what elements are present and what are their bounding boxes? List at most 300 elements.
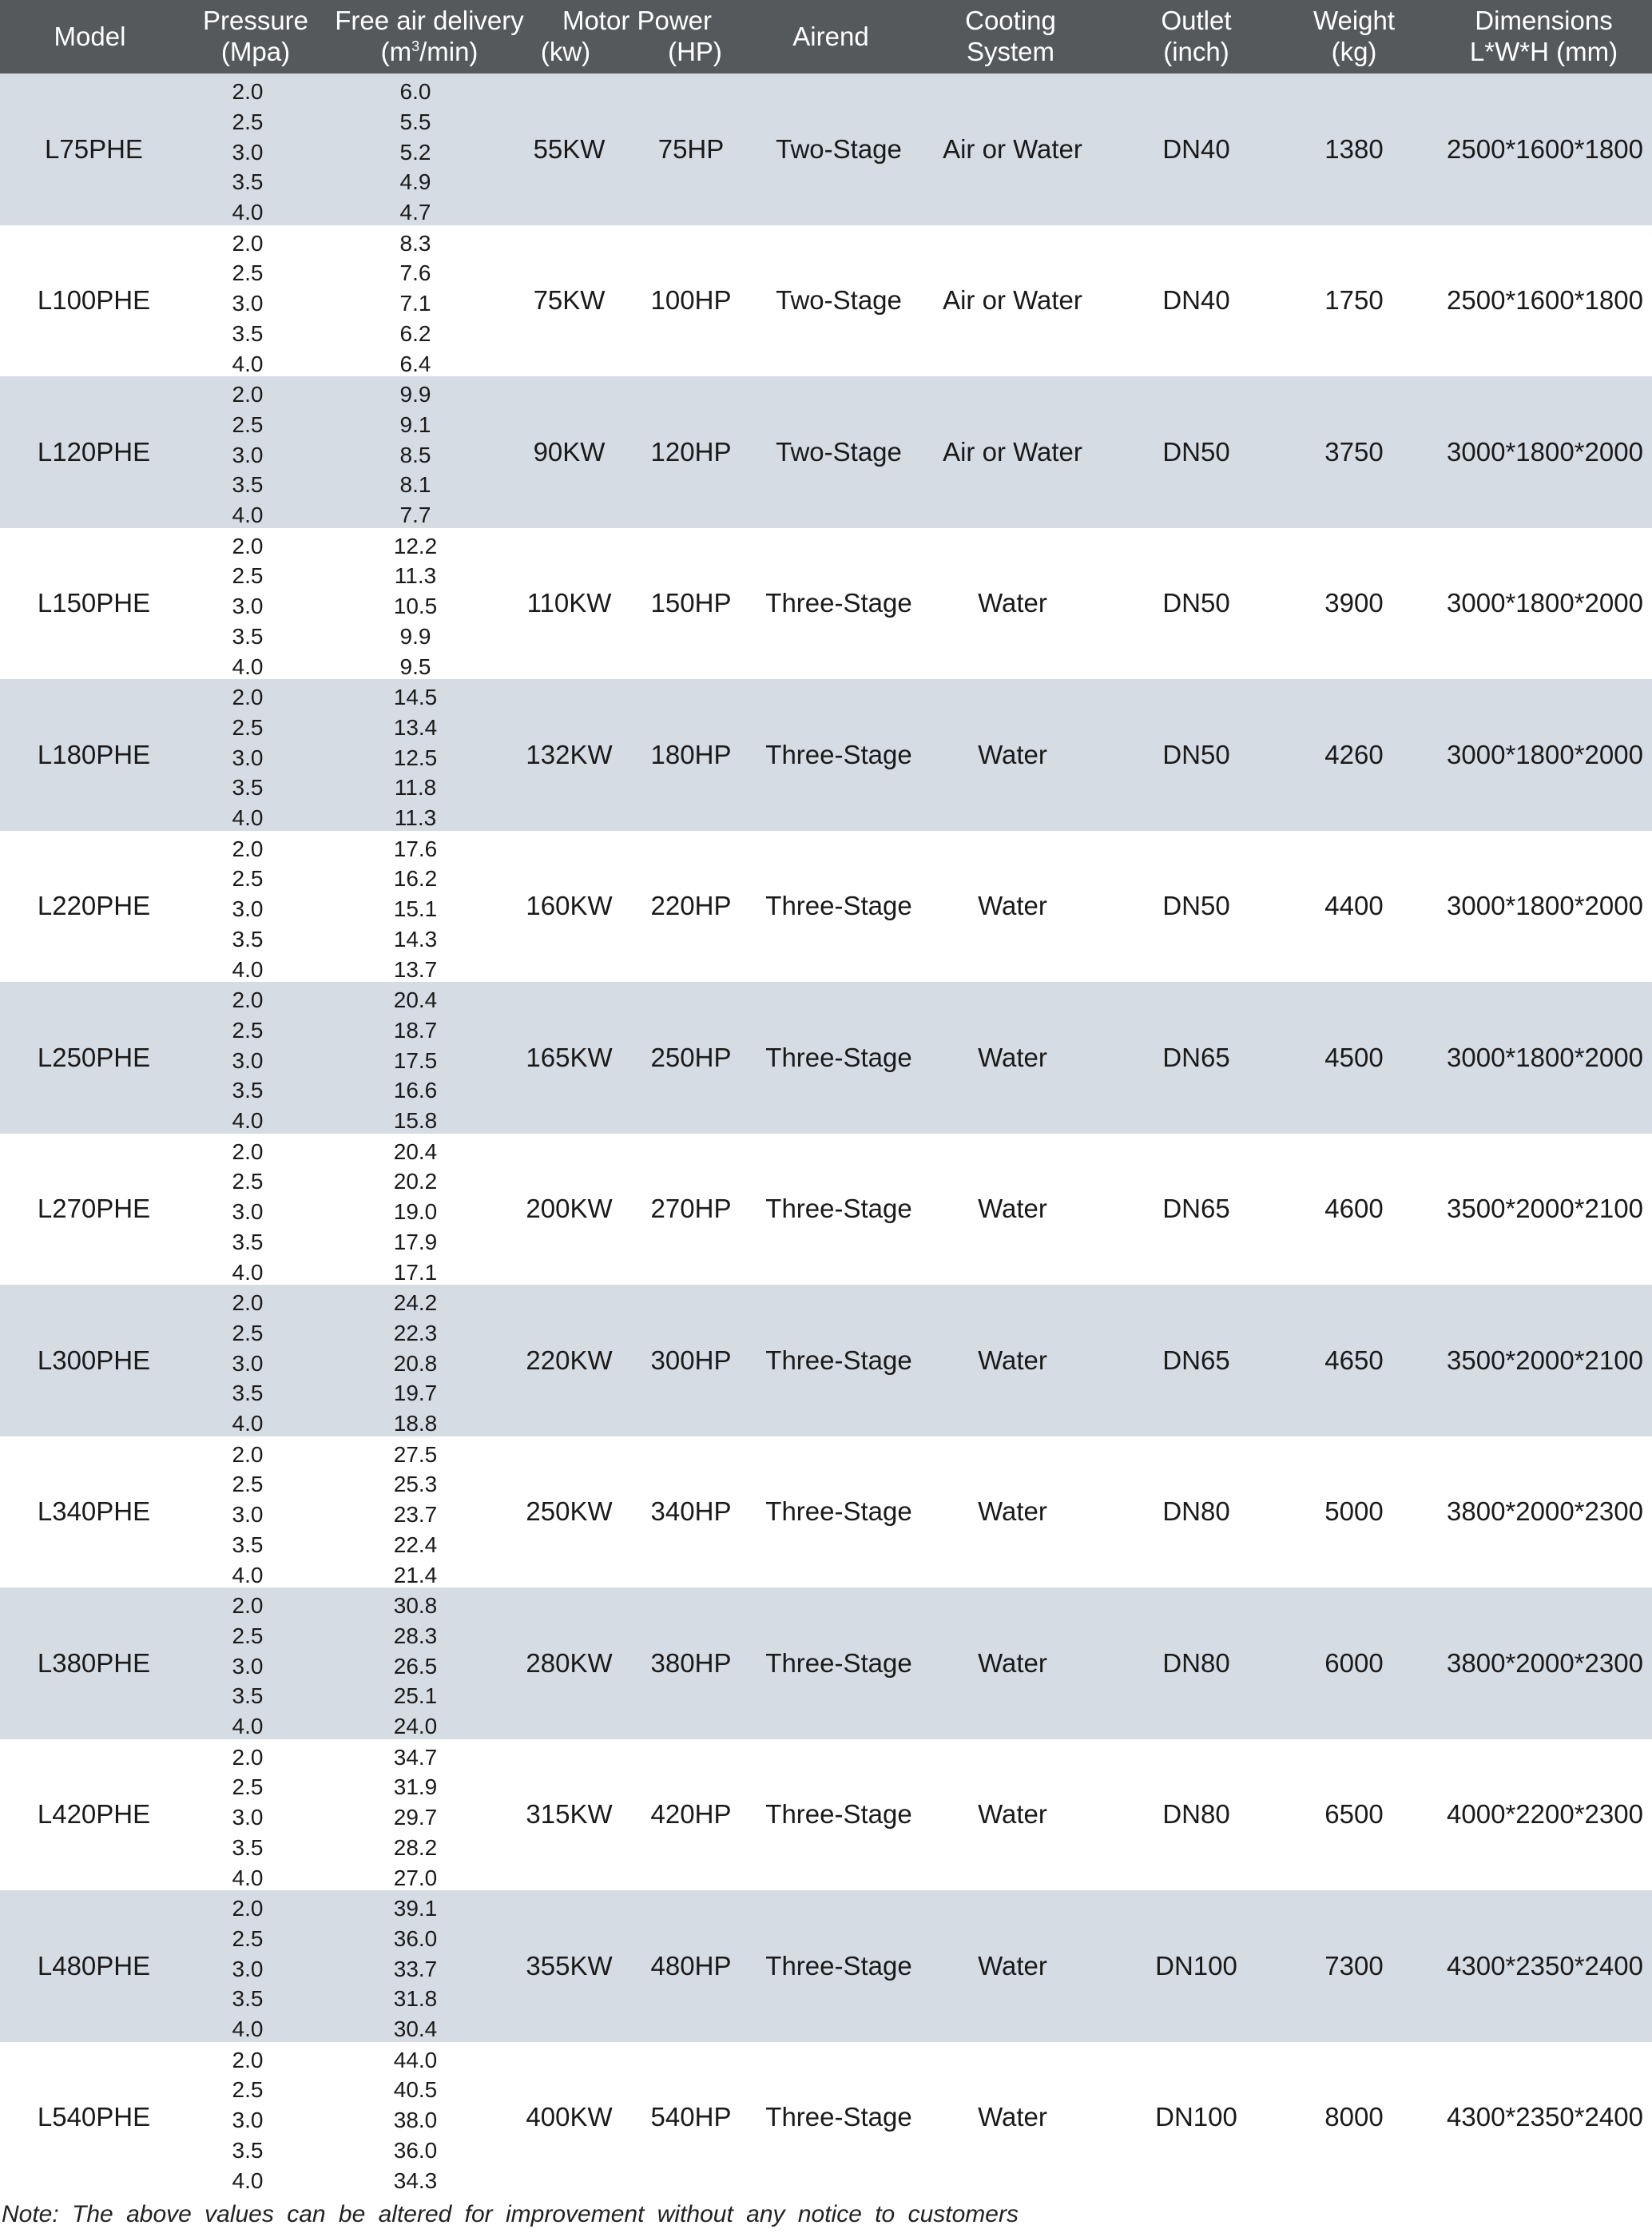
cell-fad: 30.4 xyxy=(393,2016,438,2042)
cell-dimensions: 3000*1800*2000 xyxy=(1447,588,1643,618)
header-fad-unit-sup: 3 xyxy=(411,38,420,54)
cell-fad: 9.9 xyxy=(399,623,431,649)
cell-cooling: Water xyxy=(978,891,1047,921)
cell-dimensions: 3000*1800*2000 xyxy=(1447,436,1643,467)
cell-fad: 18.8 xyxy=(393,1411,438,1436)
cell-fad: 30.8 xyxy=(393,1593,438,1618)
cell-dimensions: 4300*2350*2400 xyxy=(1447,2102,1643,2132)
cell-model: L180PHE xyxy=(37,739,151,769)
header-pressure-unit: (Mpa) xyxy=(220,37,291,66)
header-model xyxy=(0,21,180,52)
cell-fad: 7.1 xyxy=(399,291,431,316)
cell-fad: 21.4 xyxy=(393,1562,438,1587)
cell-pressure: 2.0 xyxy=(232,230,264,256)
cell-pressure: 4.0 xyxy=(232,1108,264,1134)
cell-fad: 23.7 xyxy=(393,1502,438,1528)
cell-pressure: 3.0 xyxy=(232,1047,264,1073)
cell-pressure: 2.5 xyxy=(232,1169,264,1194)
cell-pressure-list xyxy=(217,228,278,379)
cell-airend: Three-Stage xyxy=(765,1042,912,1072)
cell-pressure: 4.0 xyxy=(232,1714,264,1739)
cell-dimensions: 2500*1600*1800 xyxy=(1447,133,1643,164)
cell-fad: 6.2 xyxy=(399,320,431,346)
cell-pressure: 2.0 xyxy=(232,1593,264,1618)
cell-fad: 6.4 xyxy=(399,351,431,376)
header-pressure xyxy=(200,5,312,67)
cell-fad: 20.4 xyxy=(393,1138,438,1164)
table-header xyxy=(0,0,1652,74)
cell-pressure: 2.5 xyxy=(232,1925,264,1951)
cell-motor-hp: 150HP xyxy=(650,588,732,618)
cell-motor-kw: 220KW xyxy=(526,1345,613,1375)
cell-pressure: 3.5 xyxy=(232,1683,264,1709)
cell-motor-hp: 540HP xyxy=(650,2102,732,2132)
header-cooling-unit: System xyxy=(966,37,1055,66)
cell-airend: Three-Stage xyxy=(765,1799,912,1830)
header-motor-hp xyxy=(663,36,727,67)
cell-pressure: 4.0 xyxy=(232,805,264,831)
cell-dimensions: 4000*2200*2300 xyxy=(1447,1799,1643,1830)
cell-outlet: DN80 xyxy=(1162,1496,1230,1527)
cell-airend: Two-Stage xyxy=(776,133,902,164)
cell-fad: 25.1 xyxy=(393,1683,438,1709)
cell-fad: 8.3 xyxy=(399,230,431,256)
cell-motor-hp: 270HP xyxy=(650,1194,732,1224)
cell-airend: Three-Stage xyxy=(765,2102,912,2132)
cell-fad-list xyxy=(375,531,455,682)
cell-airend: Three-Stage xyxy=(765,1194,912,1224)
cell-pressure: 2.5 xyxy=(232,563,264,589)
cell-fad: 22.3 xyxy=(393,1320,438,1345)
cell-model: L380PHE xyxy=(37,1647,151,1678)
cell-fad: 14.3 xyxy=(393,926,438,952)
header-fad-unit-pre: (m xyxy=(380,37,412,66)
cell-fad: 38.0 xyxy=(393,2108,438,2133)
cell-fad: 5.5 xyxy=(399,109,431,134)
cell-dimensions: 3000*1800*2000 xyxy=(1447,739,1643,769)
table-row xyxy=(0,1739,1652,1891)
cell-motor-kw: 315KW xyxy=(526,1799,613,1830)
cell-weight: 4260 xyxy=(1324,739,1384,769)
header-model-label: Model xyxy=(54,22,126,51)
cell-pressure: 2.5 xyxy=(232,411,264,437)
cell-fad: 17.5 xyxy=(393,1047,438,1073)
cell-cooling: Water xyxy=(978,1345,1047,1375)
header-motor-label: Motor Power xyxy=(562,6,713,35)
header-outlet-label: Outlet xyxy=(1161,6,1232,35)
cell-motor-kw: 280KW xyxy=(526,1647,613,1678)
cell-airend: Three-Stage xyxy=(765,891,912,921)
cell-pressure: 2.0 xyxy=(232,836,264,861)
header-fad-unit xyxy=(324,36,535,67)
cell-motor-kw: 250KW xyxy=(526,1496,613,1527)
table-row xyxy=(0,528,1652,680)
cell-airend: Three-Stage xyxy=(765,739,912,769)
cell-fad: 15.8 xyxy=(393,1108,438,1134)
cell-weight: 3750 xyxy=(1324,436,1384,467)
cell-fad-list xyxy=(375,1742,455,1893)
cell-motor-hp: 75HP xyxy=(657,133,725,164)
cell-motor-kw: 75KW xyxy=(533,285,606,316)
cell-pressure: 3.5 xyxy=(232,1229,264,1254)
cell-weight: 5000 xyxy=(1324,1496,1384,1527)
cell-cooling: Water xyxy=(978,1950,1047,1981)
cell-fad: 14.5 xyxy=(393,685,438,709)
cell-airend: Three-Stage xyxy=(765,1647,912,1678)
cell-pressure: 4.0 xyxy=(232,2016,264,2042)
cell-fad: 22.4 xyxy=(393,1532,438,1557)
cell-fad: 28.3 xyxy=(393,1623,438,1648)
header-fad-unit-post: /min) xyxy=(419,37,479,66)
cell-fad: 17.1 xyxy=(393,1259,438,1285)
cell-pressure-list xyxy=(217,1137,278,1288)
cell-pressure: 4.0 xyxy=(232,1411,264,1436)
cell-cooling: Water xyxy=(978,1647,1047,1678)
cell-pressure: 2.0 xyxy=(232,1744,264,1770)
table-row xyxy=(0,1587,1652,1739)
cell-fad: 6.0 xyxy=(399,79,431,104)
cell-fad-list xyxy=(375,1137,455,1288)
footnote: Note: The above values can be altered for improvement without any notice to customers xyxy=(2,2201,1019,2227)
cell-fad: 7.6 xyxy=(399,260,431,286)
header-airend-label: Airend xyxy=(792,22,869,51)
cell-fad: 28.2 xyxy=(393,1834,438,1860)
cell-pressure: 2.0 xyxy=(232,987,264,1012)
cell-pressure: 4.0 xyxy=(232,1259,264,1285)
cell-pressure: 3.0 xyxy=(232,291,264,316)
cell-cooling: Water xyxy=(978,2102,1047,2132)
cell-outlet: DN80 xyxy=(1162,1799,1230,1830)
cell-fad: 31.9 xyxy=(393,1774,438,1800)
cell-cooling: Air or Water xyxy=(943,133,1082,164)
table-row xyxy=(0,1436,1652,1588)
cell-pressure: 3.0 xyxy=(232,1805,264,1830)
cell-pressure: 3.0 xyxy=(232,1199,264,1225)
cell-outlet: DN40 xyxy=(1162,133,1230,164)
cell-pressure: 2.0 xyxy=(232,79,264,104)
cell-pressure: 3.0 xyxy=(232,139,264,165)
cell-fad-list xyxy=(375,379,455,530)
cell-pressure: 2.0 xyxy=(232,1441,264,1467)
cell-airend: Two-Stage xyxy=(776,285,902,316)
table-row xyxy=(0,1890,1652,2042)
header-airend xyxy=(759,21,903,52)
cell-pressure: 2.5 xyxy=(232,1623,264,1648)
cell-fad: 9.5 xyxy=(399,654,431,679)
cell-dimensions: 3800*2000*2300 xyxy=(1447,1496,1643,1527)
cell-fad: 13.4 xyxy=(393,714,438,740)
cell-motor-hp: 420HP xyxy=(650,1799,732,1830)
cell-fad: 18.7 xyxy=(393,1017,438,1043)
cell-cooling: Air or Water xyxy=(943,436,1082,467)
cell-pressure-list xyxy=(217,77,278,228)
cell-pressure: 3.0 xyxy=(232,1653,264,1679)
cell-pressure: 2.5 xyxy=(232,1472,264,1497)
cell-pressure-list xyxy=(217,1288,278,1439)
cell-airend: Three-Stage xyxy=(765,1496,912,1527)
cell-pressure: 4.0 xyxy=(232,503,264,528)
cell-motor-kw: 200KW xyxy=(526,1194,613,1224)
cell-outlet: DN65 xyxy=(1162,1042,1230,1072)
cell-pressure: 3.0 xyxy=(232,745,264,770)
cell-model: L300PHE xyxy=(37,1345,151,1375)
cell-outlet: DN100 xyxy=(1155,2102,1237,2132)
cell-outlet: DN50 xyxy=(1162,436,1230,467)
cell-weight: 4500 xyxy=(1324,1042,1384,1072)
cell-fad: 12.5 xyxy=(393,745,438,770)
cell-pressure: 2.0 xyxy=(232,2047,264,2072)
cell-pressure: 2.0 xyxy=(232,382,264,407)
cell-weight: 7300 xyxy=(1324,1950,1384,1981)
cell-airend: Three-Stage xyxy=(765,1950,912,1981)
table-row xyxy=(0,2042,1652,2194)
cell-pressure: 4.0 xyxy=(232,200,264,225)
cell-fad-list xyxy=(375,1893,455,2044)
cell-cooling: Water xyxy=(978,1042,1047,1072)
cell-weight: 6000 xyxy=(1324,1647,1384,1678)
header-dimensions-label: Dimensions xyxy=(1475,6,1613,35)
cell-fad-list xyxy=(375,1288,455,1439)
cell-pressure: 2.5 xyxy=(232,260,264,286)
cell-motor-hp: 120HP xyxy=(650,436,732,467)
cell-fad: 25.3 xyxy=(393,1472,438,1497)
cell-fad: 20.4 xyxy=(393,987,438,1012)
cell-pressure: 4.0 xyxy=(232,956,264,982)
cell-model: L270PHE xyxy=(37,1194,151,1224)
cell-weight: 8000 xyxy=(1324,2102,1384,2132)
cell-pressure: 3.0 xyxy=(232,1350,264,1376)
cell-fad: 24.0 xyxy=(393,1714,438,1739)
cell-motor-kw: 110KW xyxy=(526,588,612,618)
cell-pressure-list xyxy=(217,682,278,833)
cell-model: L540PHE xyxy=(37,2102,151,2132)
header-motor-kw-unit: (kw) xyxy=(540,37,591,66)
cell-pressure-list xyxy=(217,2045,278,2196)
cell-motor-hp: 300HP xyxy=(650,1345,732,1375)
cell-fad: 20.2 xyxy=(393,1169,438,1194)
cell-fad: 4.9 xyxy=(399,169,431,195)
cell-fad: 15.1 xyxy=(393,896,438,922)
cell-fad: 36.0 xyxy=(393,1925,438,1951)
cell-fad: 44.0 xyxy=(393,2047,438,2072)
cell-pressure: 3.0 xyxy=(232,442,264,467)
cell-fad: 27.5 xyxy=(393,1441,438,1467)
cell-pressure: 2.0 xyxy=(232,1290,264,1315)
cell-weight: 1750 xyxy=(1324,285,1384,316)
cell-fad-list xyxy=(375,985,455,1136)
cell-fad: 24.2 xyxy=(393,1290,438,1315)
cell-pressure: 4.0 xyxy=(232,1865,264,1890)
cell-outlet: DN80 xyxy=(1162,1647,1230,1678)
cell-pressure: 2.5 xyxy=(232,2077,264,2103)
cell-motor-hp: 220HP xyxy=(650,891,732,921)
cell-pressure: 2.5 xyxy=(232,1774,264,1800)
cell-fad: 8.1 xyxy=(399,472,431,498)
cell-cooling: Air or Water xyxy=(943,285,1082,316)
cell-pressure: 3.5 xyxy=(232,1834,264,1860)
table-row xyxy=(0,1134,1652,1285)
cell-airend: Two-Stage xyxy=(776,436,902,467)
cell-motor-hp: 250HP xyxy=(650,1042,732,1072)
cell-motor-kw: 400KW xyxy=(526,2102,613,2132)
cell-dimensions: 3500*2000*2100 xyxy=(1447,1345,1643,1375)
header-motor-kw xyxy=(534,36,598,67)
cell-fad: 8.5 xyxy=(399,442,431,467)
cell-pressure-list xyxy=(217,379,278,530)
cell-pressure: 3.5 xyxy=(232,926,264,952)
header-motor-hp-unit: (HP) xyxy=(668,37,722,66)
cell-pressure: 3.0 xyxy=(232,1956,264,1981)
cell-fad: 33.7 xyxy=(393,1956,438,1981)
cell-fad: 17.6 xyxy=(393,836,438,861)
cell-pressure: 3.0 xyxy=(232,2108,264,2133)
cell-pressure: 4.0 xyxy=(232,654,264,679)
table-row xyxy=(0,1285,1652,1436)
cell-pressure: 3.5 xyxy=(232,623,264,649)
cell-motor-kw: 55KW xyxy=(533,133,606,164)
cell-outlet: DN50 xyxy=(1162,739,1230,769)
cell-dimensions: 3000*1800*2000 xyxy=(1447,891,1643,921)
cell-fad: 11.3 xyxy=(394,563,437,589)
cell-model: L340PHE xyxy=(37,1496,151,1527)
cell-pressure-list xyxy=(217,1440,278,1591)
cell-fad-list xyxy=(375,682,455,833)
cell-pressure: 2.5 xyxy=(232,866,264,892)
cell-fad: 12.2 xyxy=(393,533,438,558)
cell-pressure: 4.0 xyxy=(232,351,264,376)
cell-outlet: DN40 xyxy=(1162,285,1230,316)
cell-weight: 4600 xyxy=(1324,1194,1384,1224)
table-row xyxy=(0,225,1652,377)
cell-fad: 17.9 xyxy=(393,1229,438,1254)
header-fad-label: Free air delivery xyxy=(335,6,524,35)
cell-fad: 40.5 xyxy=(393,2077,438,2103)
cell-dimensions: 3800*2000*2300 xyxy=(1447,1647,1643,1678)
cell-dimensions: 2500*1600*1800 xyxy=(1447,285,1643,316)
cell-pressure: 3.5 xyxy=(232,1381,264,1406)
cell-pressure: 2.5 xyxy=(232,714,264,740)
cell-weight: 3900 xyxy=(1324,588,1384,618)
table-row xyxy=(0,74,1652,225)
cell-fad: 9.1 xyxy=(399,411,431,437)
cell-pressure: 2.0 xyxy=(232,1896,264,1921)
cell-pressure-list xyxy=(217,834,278,985)
cell-fad: 20.8 xyxy=(393,1350,438,1376)
cell-fad: 4.7 xyxy=(399,200,431,225)
cell-outlet: DN50 xyxy=(1162,891,1230,921)
cell-fad: 10.5 xyxy=(393,594,438,619)
cell-motor-kw: 165KW xyxy=(526,1042,613,1072)
cell-pressure: 2.0 xyxy=(232,685,264,709)
cell-weight: 4400 xyxy=(1324,891,1384,921)
header-weight xyxy=(1286,5,1422,67)
cell-model: L250PHE xyxy=(37,1042,151,1072)
cell-fad-list xyxy=(375,1591,455,1742)
cell-fad: 16.2 xyxy=(393,866,438,892)
cell-outlet: DN65 xyxy=(1162,1194,1230,1224)
cell-motor-kw: 160KW xyxy=(526,891,613,921)
cell-pressure: 3.5 xyxy=(232,1986,264,2012)
cell-airend: Three-Stage xyxy=(765,588,912,618)
cell-pressure: 3.0 xyxy=(232,1502,264,1528)
cell-outlet: DN65 xyxy=(1162,1345,1230,1375)
cell-model: L120PHE xyxy=(37,436,151,467)
cell-fad-list xyxy=(375,2045,455,2196)
cell-pressure: 4.0 xyxy=(232,2167,264,2193)
header-dimensions xyxy=(1430,5,1652,67)
cell-fad: 7.7 xyxy=(399,503,431,528)
cell-cooling: Water xyxy=(978,1194,1047,1224)
cell-fad: 29.7 xyxy=(393,1805,438,1830)
cell-pressure-list xyxy=(217,1893,278,2044)
header-motor xyxy=(527,5,747,36)
header-fad xyxy=(324,5,535,67)
cell-fad: 36.0 xyxy=(393,2137,438,2163)
cell-model: L480PHE xyxy=(37,1950,151,1981)
cell-airend: Three-Stage xyxy=(765,1345,912,1375)
cell-fad: 31.8 xyxy=(393,1986,438,2012)
cell-motor-hp: 380HP xyxy=(650,1647,732,1678)
cell-pressure-list xyxy=(217,1742,278,1893)
header-cooling xyxy=(927,5,1094,67)
cell-fad: 34.7 xyxy=(393,1744,438,1770)
cell-outlet: DN50 xyxy=(1162,588,1230,618)
header-pressure-label: Pressure xyxy=(202,6,309,35)
cell-pressure: 3.5 xyxy=(232,1078,264,1103)
cell-pressure-list xyxy=(217,985,278,1136)
cell-pressure: 2.5 xyxy=(232,109,264,134)
cell-weight: 1380 xyxy=(1324,133,1384,164)
table-row xyxy=(0,982,1652,1134)
cell-pressure: 2.0 xyxy=(232,533,264,558)
table-body xyxy=(0,74,1652,2193)
cell-fad-list xyxy=(375,228,455,379)
cell-cooling: Water xyxy=(978,1799,1047,1830)
cell-motor-hp: 180HP xyxy=(650,739,732,769)
cell-fad-list xyxy=(375,1440,455,1591)
cell-motor-kw: 90KW xyxy=(533,436,606,467)
cell-dimensions: 3500*2000*2100 xyxy=(1447,1194,1643,1224)
cell-fad: 5.2 xyxy=(399,139,431,165)
cell-pressure: 3.5 xyxy=(232,775,264,801)
cell-pressure: 3.5 xyxy=(232,2137,264,2163)
header-weight-label: Weight xyxy=(1312,6,1396,35)
cell-fad: 34.3 xyxy=(393,2167,438,2193)
cell-model: L75PHE xyxy=(45,133,143,164)
cell-fad: 27.0 xyxy=(393,1865,438,1890)
table-row xyxy=(0,831,1652,983)
header-outlet xyxy=(1118,5,1274,67)
cell-outlet: DN100 xyxy=(1155,1950,1237,1981)
cell-model: L420PHE xyxy=(37,1799,151,1830)
header-dimensions-unit: L*W*H (mm) xyxy=(1469,37,1618,66)
header-weight-unit: (kg) xyxy=(1331,37,1377,66)
cell-cooling: Water xyxy=(978,739,1047,769)
cell-pressure: 2.5 xyxy=(232,1320,264,1345)
cell-pressure: 3.5 xyxy=(232,472,264,498)
cell-fad: 11.8 xyxy=(394,775,437,801)
cell-fad: 13.7 xyxy=(393,956,438,982)
cell-model: L150PHE xyxy=(37,588,151,618)
cell-model: L100PHE xyxy=(37,285,151,316)
table-row xyxy=(0,376,1652,528)
cell-fad: 11.3 xyxy=(394,805,437,831)
cell-pressure: 3.5 xyxy=(232,320,264,346)
cell-weight: 6500 xyxy=(1324,1799,1384,1830)
cell-fad-list xyxy=(375,77,455,228)
cell-dimensions: 3000*1800*2000 xyxy=(1447,1042,1643,1072)
cell-pressure-list xyxy=(217,1591,278,1742)
